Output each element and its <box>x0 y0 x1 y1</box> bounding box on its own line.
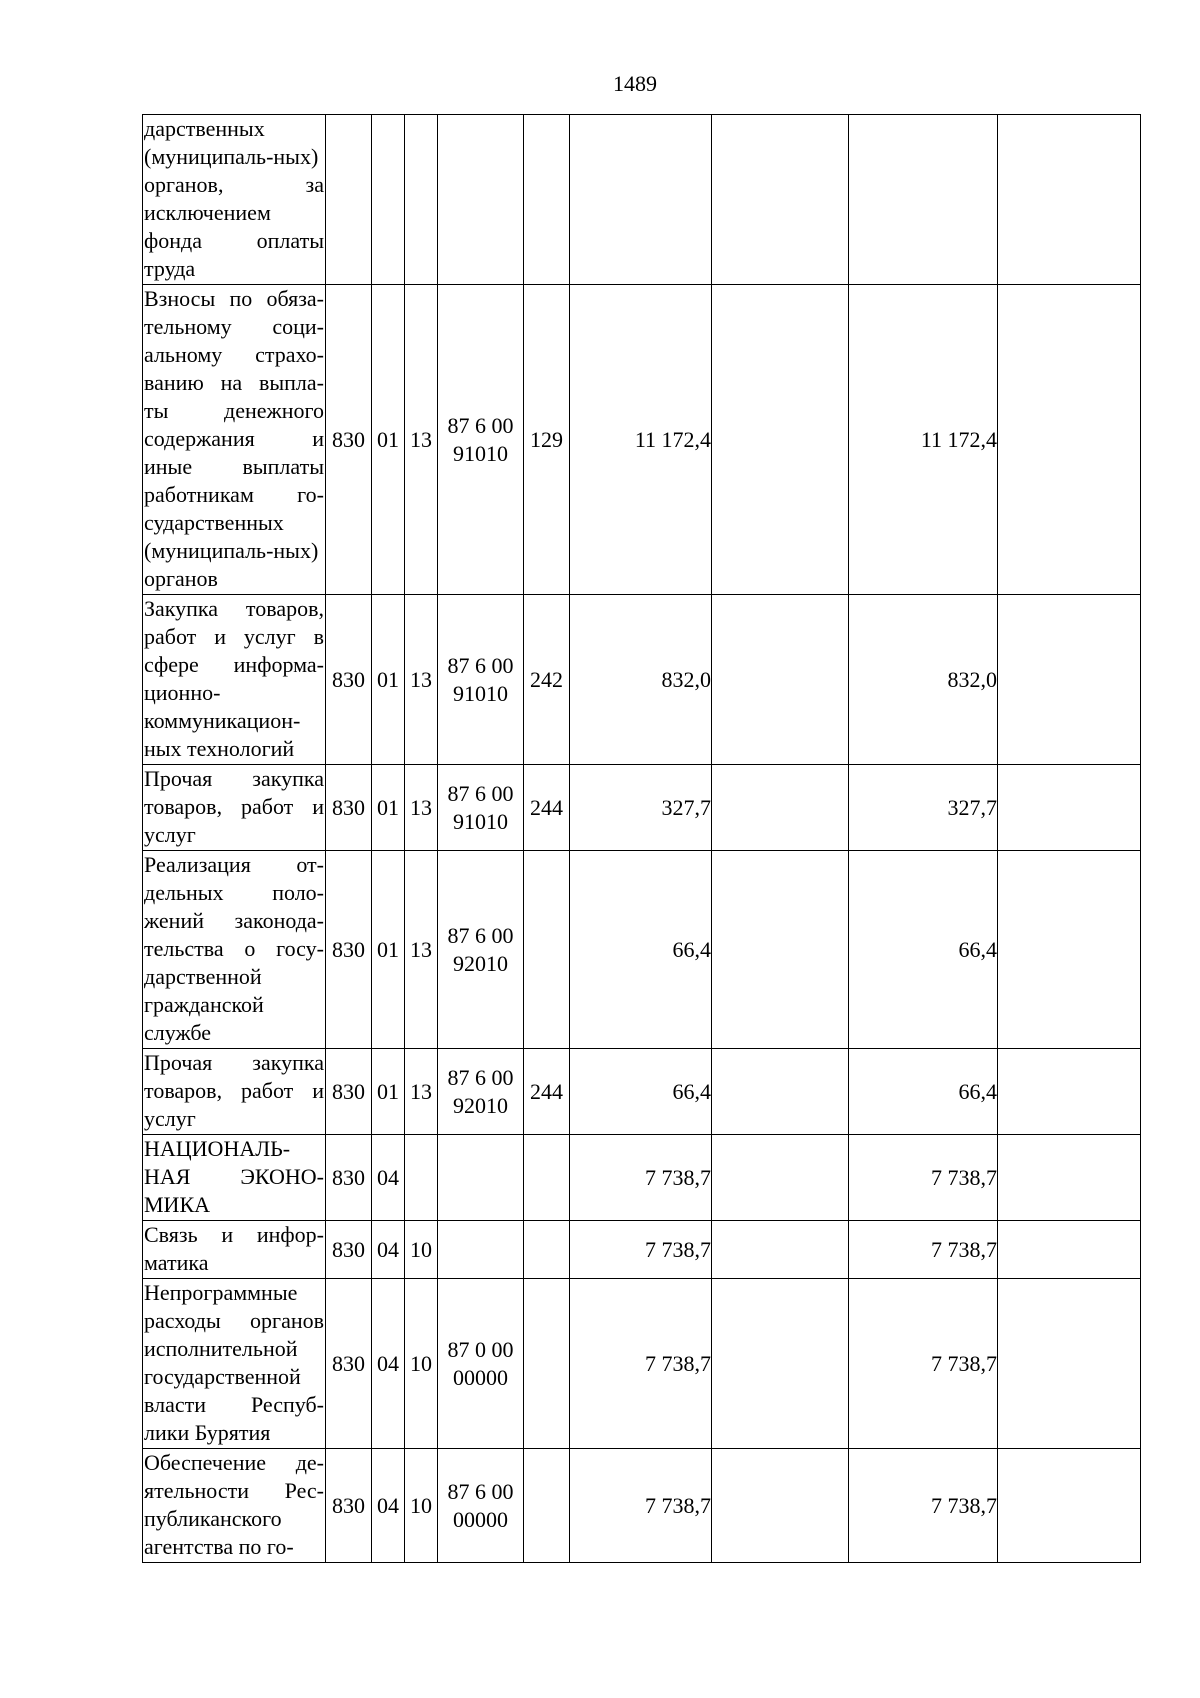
csr-line-2: 91010 <box>453 680 508 706</box>
cell-sum-1: 7 738,7 <box>570 1135 712 1221</box>
cell-sum-2 <box>712 1221 849 1279</box>
cell-vr <box>524 1135 570 1221</box>
cell-vr: 244 <box>524 765 570 851</box>
cell-vr <box>524 1449 570 1563</box>
cell-sum-2 <box>712 595 849 765</box>
table-row <box>143 1135 1141 1221</box>
cell-csr <box>438 1049 524 1135</box>
cell-rz: 04 <box>372 1449 405 1563</box>
cell-sum-4 <box>998 285 1141 595</box>
table-row <box>143 765 1141 851</box>
row-name: Закупка товаров, работ и услуг в сфере информа-ционно-коммуникацион-ных технологий <box>143 595 326 765</box>
cell-grbs: 830 <box>326 1049 372 1135</box>
cell-grbs: 830 <box>326 1221 372 1279</box>
csr-line-1: 87 6 00 <box>447 412 514 438</box>
csr-line-2: 91010 <box>453 808 508 834</box>
table-row <box>143 851 1141 1049</box>
cell-rz <box>372 115 405 285</box>
cell-pr: 10 <box>405 1279 438 1449</box>
cell-pr: 13 <box>405 765 438 851</box>
row-name: Реализация от-дельных поло-жений законода-тельства о госу-дарственной гражданской службе <box>143 851 326 1049</box>
cell-vr: 129 <box>524 285 570 595</box>
cell-sum-1: 66,4 <box>570 1049 712 1135</box>
cell-csr <box>438 1135 524 1221</box>
csr-line-2: 92010 <box>453 950 508 976</box>
cell-vr <box>524 1279 570 1449</box>
csr-line-1: 87 6 00 <box>447 922 514 948</box>
cell-rz: 04 <box>372 1135 405 1221</box>
cell-csr <box>438 595 524 765</box>
row-name: НАЦИОНАЛЬ-НАЯ ЭКОНО-МИКА <box>143 1135 326 1221</box>
cell-grbs: 830 <box>326 765 372 851</box>
cell-sum-3: 66,4 <box>849 851 998 1049</box>
csr-line-1: 87 0 00 <box>447 1336 514 1362</box>
cell-sum-1: 7 738,7 <box>570 1449 712 1563</box>
cell-csr <box>438 1279 524 1449</box>
page-number: 1489 <box>613 71 657 96</box>
cell-sum-1: 832,0 <box>570 595 712 765</box>
cell-rz: 04 <box>372 1279 405 1449</box>
cell-sum-1: 66,4 <box>570 851 712 1049</box>
row-name: Прочая закупка товаров, работ и услуг <box>143 1049 326 1135</box>
cell-grbs: 830 <box>326 851 372 1049</box>
cell-sum-1: 327,7 <box>570 765 712 851</box>
row-name: дарственных (муниципаль-ных) органов, за исключением фонда оплаты труда <box>143 115 326 285</box>
cell-sum-4 <box>998 115 1141 285</box>
cell-vr <box>524 1221 570 1279</box>
cell-pr <box>405 115 438 285</box>
cell-sum-2 <box>712 1135 849 1221</box>
cell-vr: 244 <box>524 1049 570 1135</box>
cell-pr: 13 <box>405 851 438 1049</box>
cell-sum-2 <box>712 1449 849 1563</box>
cell-grbs: 830 <box>326 595 372 765</box>
row-name: Обеспечение де-ятельности Рес-публиканского агентства по го- <box>143 1449 326 1563</box>
cell-sum-1: 7 738,7 <box>570 1279 712 1449</box>
cell-sum-3: 832,0 <box>849 595 998 765</box>
cell-sum-2 <box>712 1049 849 1135</box>
cell-rz: 01 <box>372 765 405 851</box>
cell-sum-2 <box>712 115 849 285</box>
row-name: Непрограммные расходы органов исполнительной государственной власти Респуб-лики Бурятия <box>143 1279 326 1449</box>
csr-line-2: 92010 <box>453 1092 508 1118</box>
table-row <box>143 115 1141 285</box>
cell-sum-4 <box>998 595 1141 765</box>
cell-sum-3: 7 738,7 <box>849 1279 998 1449</box>
csr-line-2: 91010 <box>453 440 508 466</box>
cell-sum-3: 7 738,7 <box>849 1221 998 1279</box>
cell-rz: 01 <box>372 285 405 595</box>
cell-rz: 01 <box>372 1049 405 1135</box>
cell-sum-3 <box>849 115 998 285</box>
cell-sum-4 <box>998 1221 1141 1279</box>
row-name: Связь и инфор-матика <box>143 1221 326 1279</box>
budget-table <box>142 114 1141 1563</box>
row-name: Взносы по обяза-тельному соци-альному страхо-ванию на выпла-ты денежного содержания и иные выплаты работникам го-сударственных (муниципаль-ных) органов <box>143 285 326 595</box>
table-row <box>143 285 1141 595</box>
cell-sum-4 <box>998 1049 1141 1135</box>
cell-csr <box>438 1449 524 1563</box>
table-row <box>143 595 1141 765</box>
table-body <box>143 115 1141 1563</box>
cell-sum-1: 11 172,4 <box>570 285 712 595</box>
cell-sum-2 <box>712 1279 849 1449</box>
cell-csr <box>438 285 524 595</box>
cell-sum-1: 7 738,7 <box>570 1221 712 1279</box>
cell-pr: 13 <box>405 1049 438 1135</box>
cell-vr <box>524 115 570 285</box>
cell-csr <box>438 851 524 1049</box>
cell-pr <box>405 1135 438 1221</box>
cell-csr <box>438 1221 524 1279</box>
cell-pr: 13 <box>405 595 438 765</box>
csr-line-1: 87 6 00 <box>447 1478 514 1504</box>
cell-csr <box>438 765 524 851</box>
cell-sum-3: 7 738,7 <box>849 1135 998 1221</box>
cell-sum-1 <box>570 115 712 285</box>
cell-sum-4 <box>998 1279 1141 1449</box>
csr-line-2: 00000 <box>453 1364 508 1390</box>
table-row <box>143 1221 1141 1279</box>
table-row <box>143 1279 1141 1449</box>
csr-line-2: 00000 <box>453 1506 508 1532</box>
cell-rz: 01 <box>372 595 405 765</box>
cell-sum-3: 11 172,4 <box>849 285 998 595</box>
table-row <box>143 1449 1141 1563</box>
cell-sum-3: 7 738,7 <box>849 1449 998 1563</box>
cell-csr <box>438 115 524 285</box>
csr-line-1: 87 6 00 <box>447 780 514 806</box>
cell-pr: 10 <box>405 1449 438 1563</box>
cell-sum-4 <box>998 765 1141 851</box>
cell-pr: 13 <box>405 285 438 595</box>
cell-sum-2 <box>712 285 849 595</box>
cell-grbs: 830 <box>326 1279 372 1449</box>
row-name: Прочая закупка товаров, работ и услуг <box>143 765 326 851</box>
cell-rz: 04 <box>372 1221 405 1279</box>
cell-sum-4 <box>998 1449 1141 1563</box>
cell-sum-4 <box>998 851 1141 1049</box>
cell-grbs: 830 <box>326 1135 372 1221</box>
csr-line-1: 87 6 00 <box>447 1064 514 1090</box>
csr-line-1: 87 6 00 <box>447 652 514 678</box>
cell-sum-3: 327,7 <box>849 765 998 851</box>
cell-sum-2 <box>712 765 849 851</box>
cell-grbs: 830 <box>326 1449 372 1563</box>
cell-sum-4 <box>998 1135 1141 1221</box>
cell-sum-3: 66,4 <box>849 1049 998 1135</box>
cell-grbs <box>326 115 372 285</box>
cell-vr: 242 <box>524 595 570 765</box>
cell-rz: 01 <box>372 851 405 1049</box>
cell-grbs: 830 <box>326 285 372 595</box>
cell-pr: 10 <box>405 1221 438 1279</box>
table-row <box>143 1049 1141 1135</box>
cell-vr <box>524 851 570 1049</box>
cell-sum-2 <box>712 851 849 1049</box>
